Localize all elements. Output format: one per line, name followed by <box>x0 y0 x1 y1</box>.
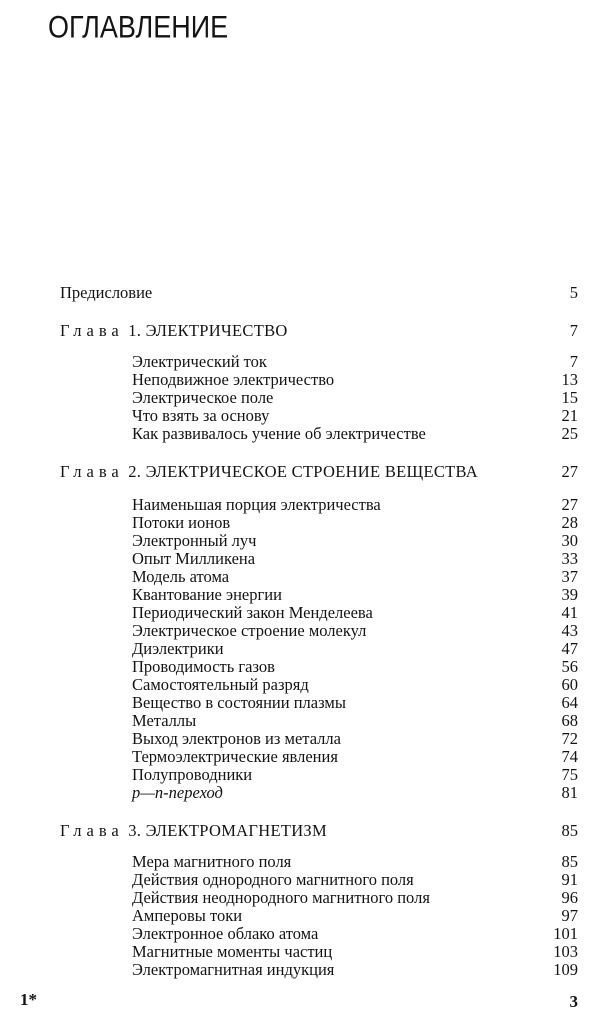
toc-entry-title: Электрическое поле <box>132 388 274 407</box>
chapter-title: 2. ЭЛЕКТРИЧЕСКОЕ СТРОЕНИЕ ВЕЩЕСТВА <box>128 462 478 481</box>
toc-entry-page: 43 <box>561 621 578 640</box>
toc-entry-title: Действия однородного магнитного поля <box>132 870 414 889</box>
toc-entry-title: Вещество в состоянии плазмы <box>132 693 346 712</box>
toc-entry-page: 96 <box>561 888 578 907</box>
toc-entry-page: 21 <box>561 406 578 425</box>
toc-entry-page: 47 <box>561 639 578 658</box>
toc-entry-page: 109 <box>553 960 578 979</box>
toc-entry-title: Электромагнитная индукция <box>132 960 335 979</box>
page-number: 3 <box>569 992 578 1011</box>
toc-entry-title: Диэлектрики <box>132 639 224 658</box>
page-title: ОГЛАВЛЕНИЕ <box>48 10 229 45</box>
chapter-lead: Глава <box>60 462 124 481</box>
toc-entry-page: 68 <box>561 711 578 730</box>
chapter-page: 7 <box>569 321 578 340</box>
toc-entry-title: Неподвижное электричество <box>132 370 335 389</box>
toc-entry-title: Как развивалось учение об электричестве <box>132 424 426 443</box>
sheet-signature: 1* <box>20 990 37 1009</box>
toc-entry-title: Термоэлектрические явления <box>132 747 338 766</box>
toc-entry-title: Электронный луч <box>132 531 257 550</box>
toc-entry-page: 97 <box>561 906 578 925</box>
toc-entry-title: Действия неоднородного магнитного поля <box>132 888 430 907</box>
toc-entry-page: 75 <box>561 765 578 784</box>
toc-entry-page: 74 <box>561 747 578 766</box>
toc-entry-page: 33 <box>561 549 578 568</box>
toc-entry-page: 13 <box>561 370 578 389</box>
toc-entry-page: 37 <box>561 567 578 586</box>
toc-entry-title: Опыт Милликена <box>132 549 256 568</box>
toc-entry-page: 85 <box>561 852 578 871</box>
toc-entry-title: Выход электронов из металла <box>132 729 341 748</box>
toc-entry-page: 5 <box>569 283 578 302</box>
toc-entry-page: 72 <box>561 729 578 748</box>
toc-entry-title: Наименьшая порция электричества <box>132 495 381 514</box>
toc-entry-page: 60 <box>561 675 578 694</box>
toc-entry-page: 41 <box>561 603 578 622</box>
chapter-title: 3. ЭЛЕКТРОМАГНЕТИЗМ <box>128 821 327 840</box>
toc-entry-page: 15 <box>561 388 578 407</box>
toc-entry-title: Модель атома <box>132 567 230 586</box>
toc-entry-title: Электрическое строение молекул <box>132 621 367 640</box>
toc-entry-page: 103 <box>553 942 578 961</box>
toc-entry-page: 56 <box>561 657 578 676</box>
toc-entry-title: Что взять за основу <box>132 406 270 425</box>
toc-entry-title: Амперовы токи <box>132 906 243 925</box>
toc-entry-title: Мера магнитного поля <box>132 852 292 871</box>
chapter-page: 27 <box>561 462 578 481</box>
chapter-lead: Глава <box>60 821 124 840</box>
toc-entry-title: Полупроводники <box>132 765 253 784</box>
chapter-lead: Глава <box>60 321 124 340</box>
toc-entry-title: Магнитные моменты частиц <box>132 942 333 961</box>
toc-entry-title: Металлы <box>132 711 197 730</box>
toc-entry-title: Периодический закон Менделеева <box>132 603 373 622</box>
chapter-title: 1. ЭЛЕКТРИЧЕСТВО <box>128 321 288 340</box>
toc-entry-title: Электронное облако атома <box>132 924 319 943</box>
toc-entry-title: p—n-переход <box>132 783 223 802</box>
toc-entry-page: 28 <box>561 513 578 532</box>
toc-entry-title: Квантование энергии <box>132 585 282 604</box>
toc-entry-title: Проводимость газов <box>132 657 275 676</box>
toc-entry-title: Потоки ионов <box>132 513 231 532</box>
toc-entry-page: 81 <box>561 783 578 802</box>
toc-entry-page: 39 <box>561 585 578 604</box>
toc-entry-title: Электрический ток <box>132 352 267 371</box>
toc-entry-page: 64 <box>561 693 578 712</box>
toc-entry-page: 30 <box>561 531 578 550</box>
toc-entry-page: 25 <box>561 424 578 443</box>
chapter-page: 85 <box>561 821 578 840</box>
toc-entry-page: 27 <box>561 495 578 514</box>
toc-entry-page: 7 <box>569 352 578 371</box>
toc-entry-title: Самостоятельный разряд <box>132 675 309 694</box>
toc-entry-page: 91 <box>561 870 578 889</box>
toc-entry-title: Предисловие <box>60 283 153 302</box>
toc-entry-page: 101 <box>553 924 578 943</box>
